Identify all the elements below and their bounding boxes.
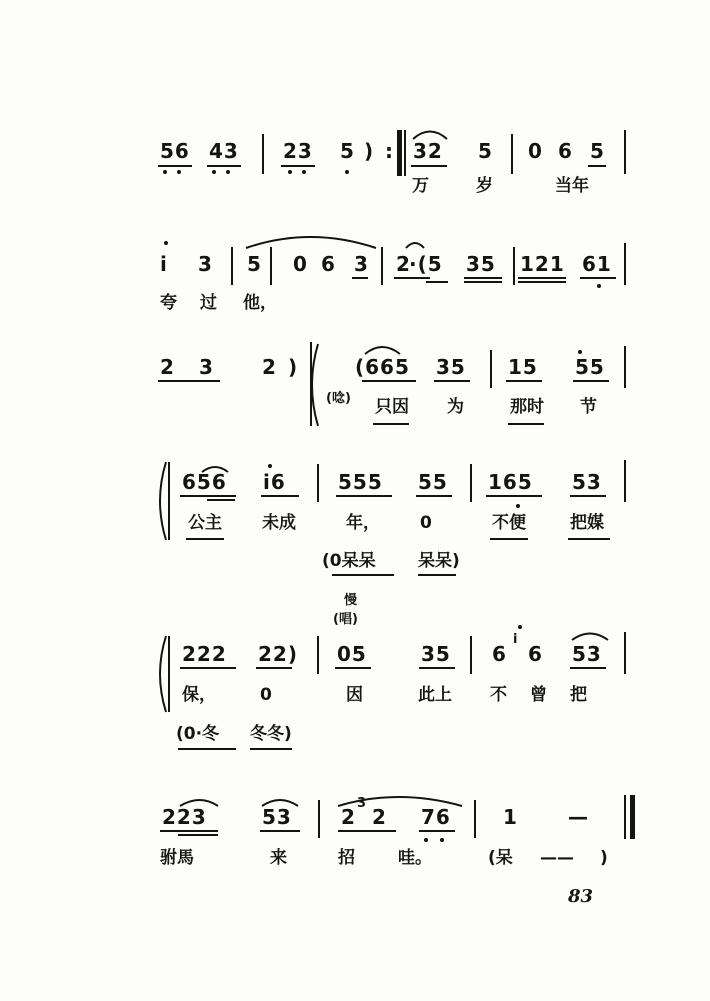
note-group: 23 [283, 139, 313, 163]
lyric: 哇。 [398, 848, 432, 868]
underline [338, 830, 396, 832]
note-group: 165 [488, 470, 533, 494]
note-group: 35 [466, 252, 496, 276]
note-group: i6 [263, 470, 286, 494]
note-group: 223 [162, 805, 207, 829]
lyric: ) [600, 848, 608, 868]
barline [474, 800, 476, 838]
underline [426, 281, 448, 283]
underline [418, 574, 456, 576]
barline [490, 350, 492, 388]
page-number: 83 [568, 886, 594, 907]
underline [434, 380, 470, 382]
underline [250, 748, 292, 750]
barline [513, 247, 515, 285]
note-group: 35 [436, 355, 466, 379]
note-group: 56 [160, 139, 190, 163]
underline [180, 495, 236, 497]
barline [317, 464, 319, 502]
barline [624, 632, 626, 674]
underline [336, 495, 392, 497]
underline [518, 277, 566, 279]
note: 2 [262, 355, 277, 379]
barline [381, 247, 383, 285]
underline [506, 380, 542, 382]
percussion-pattern: (0呆呆 [322, 551, 376, 571]
underline [281, 165, 315, 167]
underline [207, 165, 241, 167]
underline [588, 165, 606, 167]
note: 2 [396, 252, 411, 276]
lyric: (呆 [488, 848, 513, 868]
note-group: (665 [355, 355, 410, 379]
note: 0 [293, 252, 308, 276]
underline [373, 423, 409, 425]
note: 3 [199, 355, 214, 379]
grace-note: 3 [357, 796, 367, 811]
underline [260, 830, 300, 832]
dot [345, 170, 349, 174]
note: 2 [341, 805, 356, 829]
underline [352, 277, 368, 279]
underline [570, 667, 606, 669]
slur [406, 243, 424, 248]
underline [158, 165, 192, 167]
underline [486, 495, 542, 497]
underline [518, 281, 566, 283]
lyric: 公主 [188, 513, 222, 533]
lyric: 把 [570, 685, 587, 705]
barline [317, 636, 319, 674]
underline [464, 281, 502, 283]
note: 2 [372, 805, 387, 829]
dot [177, 170, 181, 174]
dot [518, 625, 522, 629]
note-group: ·(5 [409, 252, 443, 276]
barline [262, 134, 264, 174]
note: 1 [503, 805, 518, 829]
percussion-pattern: 呆呆) [418, 551, 460, 571]
note-group: 05 [337, 642, 367, 666]
underline [207, 499, 235, 501]
underline [256, 667, 292, 669]
percussion-pattern: 冬冬) [250, 724, 292, 744]
final-barline [630, 795, 635, 839]
underline [332, 574, 394, 576]
note-group: 35 [421, 642, 451, 666]
note-group: 121 [520, 252, 565, 276]
slur [572, 634, 608, 641]
underline [178, 748, 236, 750]
note-group: 22) [258, 642, 298, 666]
bracket-line [310, 342, 312, 426]
underline [160, 830, 218, 832]
note-group: 55 [575, 355, 605, 379]
barline [624, 243, 626, 285]
note-group: 555 [338, 470, 383, 494]
note-group: 222 [182, 642, 227, 666]
dot [302, 170, 306, 174]
underline [573, 380, 609, 382]
note: 5 [590, 139, 605, 163]
spoken-mark: (唸) [326, 391, 351, 406]
lyric: 为 [447, 397, 464, 417]
note: 3 [354, 252, 369, 276]
note: 2 [160, 355, 175, 379]
bracket [160, 462, 166, 540]
note-group: 43 [209, 139, 239, 163]
barline [231, 247, 233, 285]
note: 5 [247, 252, 262, 276]
dot [440, 838, 444, 842]
underline [570, 495, 606, 497]
note: 5 [478, 139, 493, 163]
repeat-sign: : [385, 139, 394, 163]
note-group: 53 [572, 470, 602, 494]
bracket-line [168, 462, 170, 540]
lyric: 因 [346, 685, 363, 705]
lyric: 0 [260, 685, 272, 705]
lyric: 0 [420, 513, 432, 533]
dot [268, 464, 272, 468]
note: i [160, 252, 168, 276]
lyric: 万 [412, 176, 429, 196]
barline [624, 346, 626, 388]
note: 6 [492, 642, 507, 666]
slur [413, 132, 447, 140]
dot [597, 284, 601, 288]
dot [226, 170, 230, 174]
note-group: 656 [182, 470, 227, 494]
lyric: 来 [270, 848, 287, 868]
sustain-dash: — [568, 805, 589, 829]
lyric: 保， [182, 685, 216, 705]
dot [212, 170, 216, 174]
underline [158, 380, 220, 382]
lyric: 夸 [160, 293, 177, 313]
underline [419, 667, 455, 669]
barline [270, 247, 272, 285]
double-barline [404, 130, 406, 176]
grace-note: i [513, 632, 518, 647]
underline [580, 277, 616, 279]
underline [186, 538, 224, 540]
dot [164, 241, 168, 245]
barline [470, 464, 472, 502]
lyric: 年， [346, 513, 380, 533]
double-barline [397, 130, 402, 176]
note-group: 15 [508, 355, 538, 379]
barline [624, 460, 626, 502]
underline [464, 277, 502, 279]
note-group: 55 [418, 470, 448, 494]
lyric: 那时 [510, 397, 544, 417]
underline [261, 495, 299, 497]
bracket [160, 636, 166, 712]
lyric: 曾 [530, 685, 547, 705]
underline [419, 830, 455, 832]
lyric: 只因 [375, 397, 409, 417]
bracket [312, 344, 318, 426]
close-paren: ) [288, 355, 299, 379]
underline [335, 667, 371, 669]
dot [516, 504, 520, 508]
note-group: 61 [582, 252, 612, 276]
note: 0 [528, 139, 543, 163]
lyric: 不 [490, 685, 507, 705]
underline [394, 277, 430, 279]
barline [318, 800, 320, 838]
underline [180, 667, 236, 669]
note-group: 76 [421, 805, 451, 829]
note: 5 [340, 139, 355, 163]
lyric: 过 [200, 293, 217, 313]
barline [470, 636, 472, 674]
note-group: 32 [413, 139, 443, 163]
underline [490, 538, 528, 540]
lyric: 当年 [555, 176, 589, 196]
tempo-mark: (唱) [333, 612, 358, 627]
underline [178, 834, 218, 836]
note: 6 [558, 139, 573, 163]
dot [288, 170, 292, 174]
lyric: 他， [243, 293, 277, 313]
underline [416, 495, 452, 497]
note-group: 53 [262, 805, 292, 829]
bracket-line [168, 636, 170, 712]
underline [362, 380, 416, 382]
percussion-pattern: (0·冬 [176, 724, 220, 744]
lyric: 招 [338, 848, 355, 868]
slur [246, 237, 376, 248]
note-group: 53 [572, 642, 602, 666]
close-paren: ) [364, 139, 375, 163]
lyric: 把媒 [570, 513, 604, 533]
dot [163, 170, 167, 174]
note: 6 [321, 252, 336, 276]
barline [511, 134, 513, 174]
lyric: 驸馬 [160, 848, 194, 868]
lyric: 节 [580, 397, 597, 417]
slur [365, 347, 400, 354]
underline [568, 538, 610, 540]
lyric: 不便 [492, 513, 526, 533]
note: 3 [198, 252, 213, 276]
underline [508, 423, 544, 425]
final-barline [624, 795, 626, 839]
lyric: —— [540, 848, 574, 868]
lyric: 此上 [418, 685, 452, 705]
dot [578, 350, 582, 354]
lyric: 岁 [476, 176, 493, 196]
lyric: 未成 [262, 513, 296, 533]
underline [411, 165, 447, 167]
note: 6 [528, 642, 543, 666]
tempo-mark: 慢 [344, 593, 358, 608]
dot [424, 838, 428, 842]
barline [624, 130, 626, 174]
